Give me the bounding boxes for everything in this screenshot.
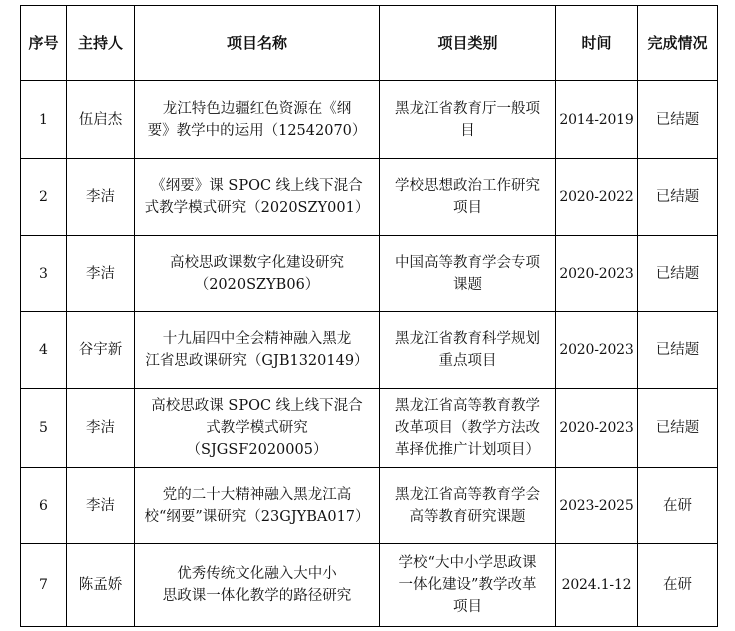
category-line: 改革项目（教学方法改 [395, 420, 540, 436]
table-row [21, 159, 718, 236]
row-time: 2024.1-12 [556, 544, 638, 627]
row-category [380, 468, 556, 544]
header-seq: 序号 [21, 6, 67, 81]
row-category [380, 544, 556, 627]
category-line: 中国高等教育学会专项 [395, 254, 540, 271]
header-status: 完成情况 [638, 6, 718, 81]
table-row [21, 544, 718, 627]
row-category [380, 81, 556, 159]
name-line: 江省思政课研究（GJB1320149） [145, 353, 369, 369]
name-line: 优秀传统文化融入大中小 [177, 566, 337, 582]
name-line: 高校思政课数字化建设研究 [170, 254, 344, 271]
row-category [380, 159, 556, 236]
header-name: 项目名称 [135, 6, 380, 81]
row-status: 已结题 [638, 81, 718, 159]
row-host: 李洁 [67, 236, 135, 312]
category-line: 学校思想政治工作研究 [395, 178, 540, 194]
row-category [380, 236, 556, 312]
row-host: 陈孟娇 [67, 544, 135, 627]
row-status: 已结题 [638, 389, 718, 468]
row-status: 在研 [638, 468, 718, 544]
table-row [21, 236, 718, 312]
projects-table [20, 5, 718, 627]
row-seq: 1 [21, 81, 67, 159]
table-header-row [21, 6, 718, 81]
name-line: 要》教学中的运用（12542070） [147, 122, 367, 139]
table-row [21, 389, 718, 468]
row-category [380, 312, 556, 389]
row-time: 2020-2023 [556, 236, 638, 312]
row-seq: 6 [21, 468, 67, 544]
row-time: 2014-2019 [556, 81, 638, 159]
name-line: 校“纲要”课研究（23GJYBA017） [144, 508, 370, 525]
category-line: 项目 [453, 200, 482, 216]
row-project-name [135, 236, 380, 312]
name-line: 高校思政课 SPOC 线上线下混合 [151, 398, 363, 414]
row-host: 谷宇新 [67, 312, 135, 389]
table-row [21, 81, 718, 159]
category-line: 黑龙江省教育科学规划 [395, 331, 540, 347]
category-line: 课题 [453, 276, 482, 293]
name-line: 思政课一体化教学的路径研究 [162, 588, 352, 604]
row-time: 2020-2022 [556, 159, 638, 236]
header-host: 主持人 [67, 6, 135, 81]
row-time: 2023-2025 [556, 468, 638, 544]
category-line: 黑龙江省教育厅一般项 [395, 100, 540, 117]
name-line: 党的二十大精神融入黑龙江高 [162, 486, 352, 503]
row-host: 李洁 [67, 389, 135, 468]
category-line: 高等教育研究课题 [409, 508, 526, 525]
name-line: 《纲要》课 SPOC 线上线下混合 [151, 178, 363, 194]
category-line: 项目 [453, 599, 482, 615]
row-category [380, 389, 556, 468]
name-line: 式教学模式研究（2020SZY001） [144, 200, 370, 216]
row-status: 在研 [638, 544, 718, 627]
table-row [21, 468, 718, 544]
row-project-name [135, 312, 380, 389]
category-line: 目 [460, 122, 475, 139]
row-host: 伍启杰 [67, 81, 135, 159]
name-line: （SJGSF2020005） [186, 442, 328, 458]
name-line: 龙江特色边疆红色资源在《纲 [162, 100, 352, 117]
category-line: 一体化建设”教学改革 [398, 577, 537, 593]
row-time: 2020-2023 [556, 312, 638, 389]
row-seq: 3 [21, 236, 67, 312]
row-seq: 4 [21, 312, 67, 389]
header-category: 项目类别 [380, 6, 556, 81]
row-project-name [135, 468, 380, 544]
row-host: 李洁 [67, 159, 135, 236]
name-line: （2020SZYB06） [194, 276, 320, 293]
row-project-name [135, 81, 380, 159]
row-project-name [135, 389, 380, 468]
header-time: 时间 [556, 6, 638, 81]
category-line: 革择优推广计划项目） [395, 442, 540, 458]
category-line: 黑龙江省高等教育教学 [395, 398, 540, 414]
category-line: 重点项目 [438, 353, 497, 369]
row-status: 已结题 [638, 312, 718, 389]
row-project-name [135, 544, 380, 627]
row-project-name [135, 159, 380, 236]
category-line: 黑龙江省高等教育学会 [395, 486, 540, 503]
table-row [21, 312, 718, 389]
row-status: 已结题 [638, 159, 718, 236]
name-line: 式教学模式研究 [206, 420, 308, 436]
row-seq: 5 [21, 389, 67, 468]
row-host: 李洁 [67, 468, 135, 544]
row-seq: 2 [21, 159, 67, 236]
name-line: 十九届四中全会精神融入黑龙 [162, 331, 352, 347]
row-seq: 7 [21, 544, 67, 627]
row-time: 2020-2023 [556, 389, 638, 468]
row-status: 已结题 [638, 236, 718, 312]
category-line: 学校“大中小学思政课 [398, 555, 537, 571]
